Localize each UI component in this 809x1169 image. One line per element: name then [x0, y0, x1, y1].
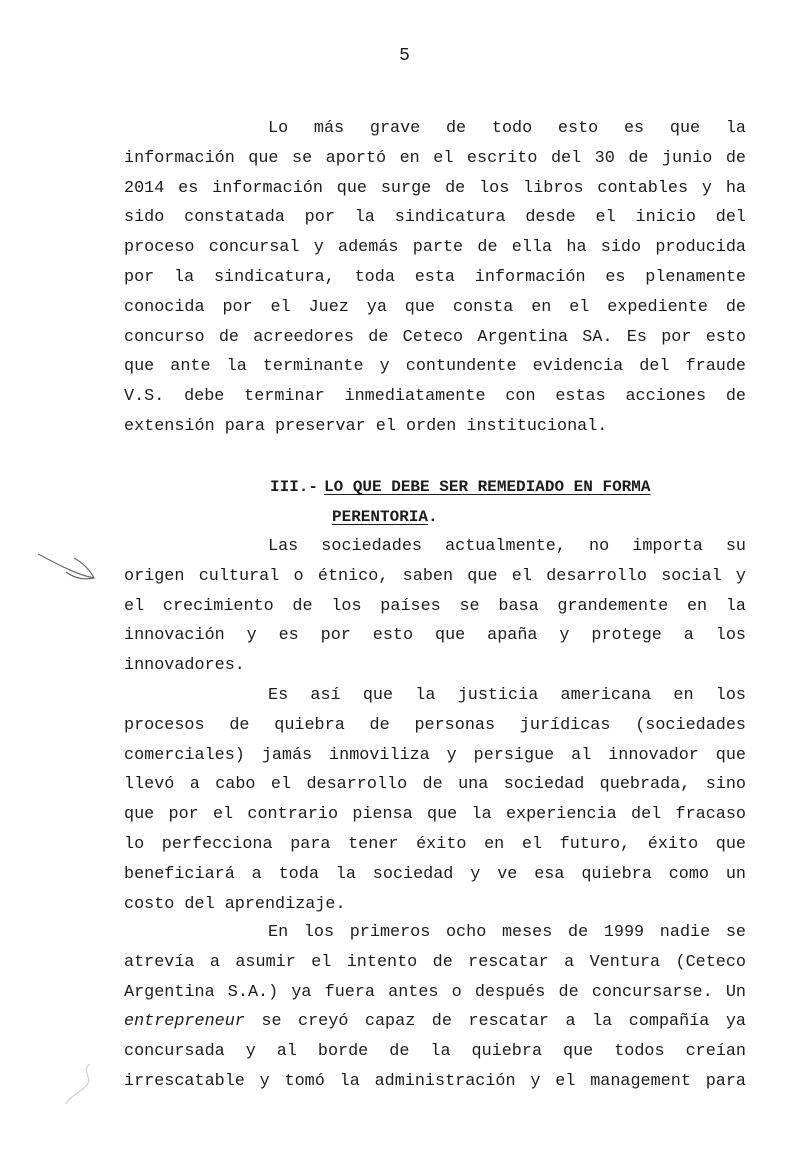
text-line: información que se aportó en el escrito del 30 de junio de — [124, 148, 746, 168]
text-line: extensión para preservar el orden institucional. — [124, 416, 608, 436]
text-line: conocida por el Juez ya que consta en el expediente de — [124, 297, 746, 317]
paragraph-innovation — [124, 532, 746, 681]
text-line: Es así que la justicia americana en los — [268, 686, 746, 705]
paragraph-fraud-evidence — [124, 114, 746, 442]
text-line: proceso concursal y además parte de ella ha sido producida — [124, 238, 746, 258]
text-line: En los primeros ocho meses de 1999 nadie se — [268, 923, 746, 942]
section-number: III.- — [270, 478, 319, 496]
text-line: procesos de quiebra de personas jurídicas (sociedades — [124, 715, 746, 735]
text-line: innovadores. — [124, 656, 245, 676]
text-line: 2014 es información que surge de los libros contables y ha — [124, 178, 746, 198]
text-line: que ante la terminante y contundente evidencia del fraude — [124, 357, 746, 377]
text-fragment: se creyó capaz de rescatar a la compañía ya — [244, 1012, 746, 1032]
text-line: irrescatable y tomó la administración y el management para — [124, 1071, 746, 1091]
text-line: comerciales) jamás inmoviliza y persigue al innovador que — [124, 745, 746, 765]
text-line: innovación y es por esto que apaña y protege a los — [124, 626, 746, 646]
text-line: concurso de acreedores de Ceteco Argentina SA. Es por esto — [124, 327, 746, 347]
text-line: Las sociedades actualmente, no importa su — [268, 537, 746, 556]
text-line: que por el contrario piensa que la experiencia del fracaso — [124, 805, 746, 825]
paragraph-american-justice — [124, 681, 746, 919]
text-line: beneficiará a toda la sociedad y ve esa quiebra como un — [124, 864, 746, 884]
text-line: por la sindicatura, toda esta información es plenamente — [124, 267, 746, 287]
text-line: origen cultural o étnico, saben que el desarrollo social y — [124, 566, 746, 586]
text-line: concursada y al borde de la quiebra que todos creían — [124, 1042, 746, 1062]
text-line: Lo más grave de todo esto es que la — [268, 119, 746, 138]
text-line: atrevía a asumir el intento de rescatar a Ventura (Ceteco — [124, 952, 746, 972]
text-line: lo perfecciona para tener éxito en el futuro, éxito que — [124, 834, 746, 854]
text-line: V.S. debe terminar inmediatamente con estas acciones de — [124, 387, 746, 407]
section-title-line1: LO QUE DEBE SER REMEDIADO EN FORMA — [324, 478, 651, 496]
text-line: el crecimiento de los países se basa grandemente en la — [124, 596, 746, 616]
text-line: sido constatada por la sindicatura desde el inicio del — [124, 208, 746, 228]
section-title-period: . — [428, 508, 438, 526]
text-line: Argentina S.A.) ya fuera antes o después de concursarse. Un — [124, 982, 746, 1002]
text-line: costo del aprendizaje. — [124, 894, 346, 914]
section-heading — [270, 472, 650, 532]
text-line: llevó a cabo el desarrollo de una sociedad quebrada, sino — [124, 775, 746, 795]
handwritten-margin-mark — [34, 548, 98, 588]
italic-term: entrepreneur — [124, 1012, 245, 1032]
page-number: 5 — [399, 46, 410, 66]
text-line-with-italic — [124, 1007, 746, 1037]
paragraph-1999-rescue — [124, 918, 746, 1097]
faint-handwritten-mark — [60, 1060, 110, 1110]
section-title-line2: PERENTORIA — [332, 508, 429, 526]
